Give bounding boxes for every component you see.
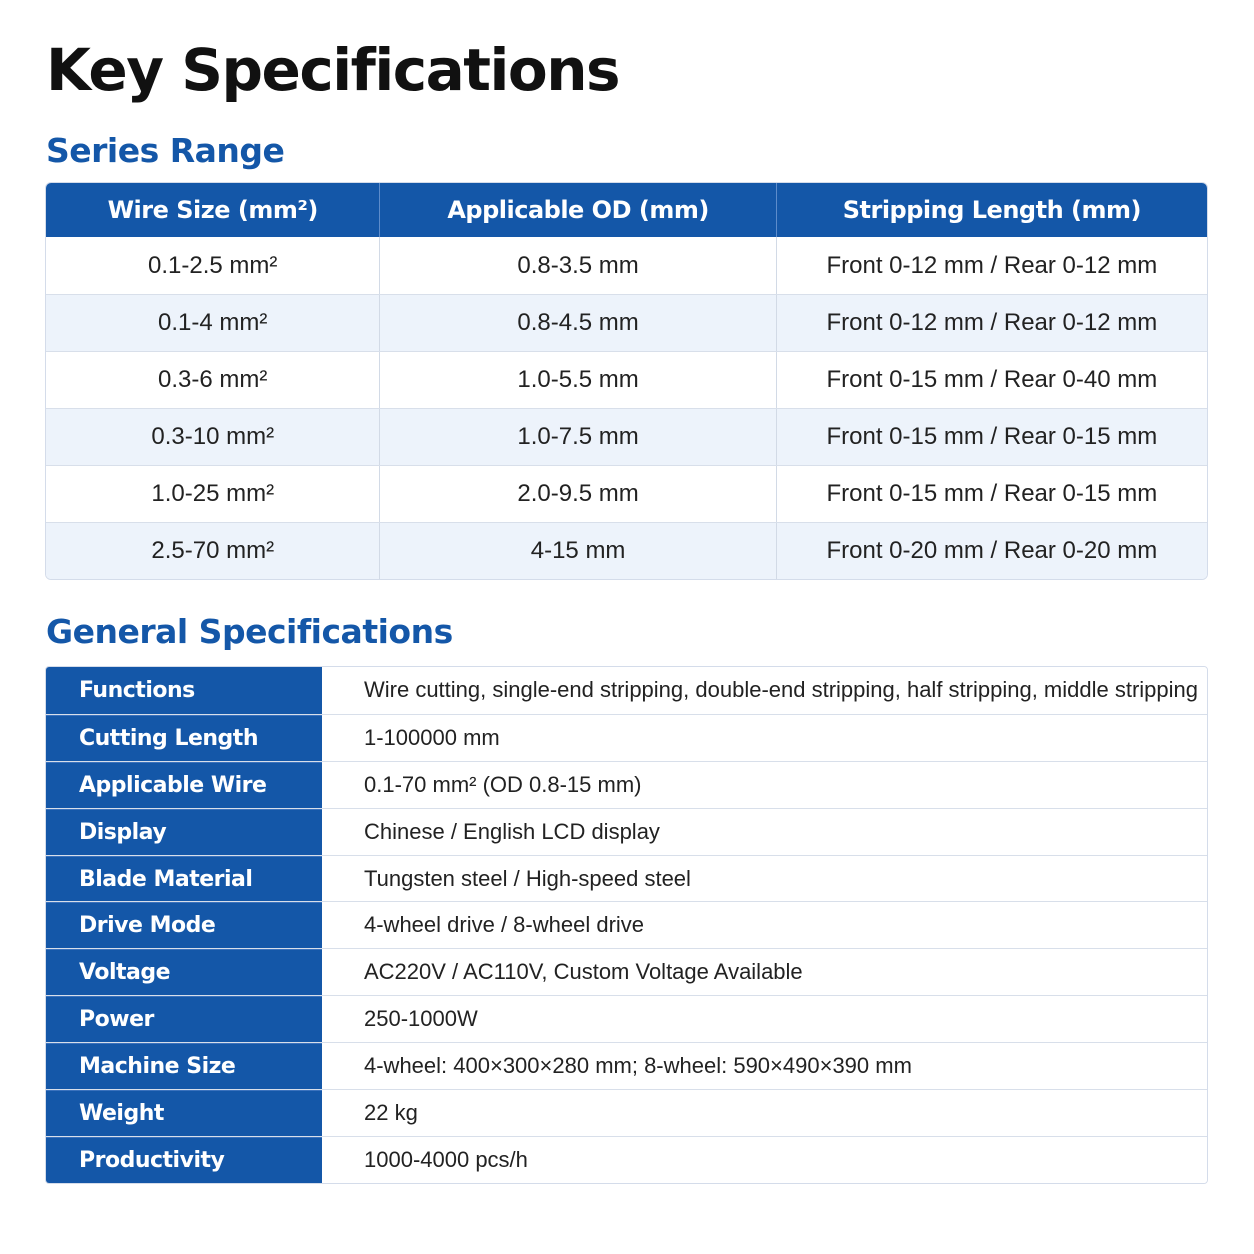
stripping-length-cell: Front 0-12 mm / Rear 0-12 mm xyxy=(826,309,1158,336)
spec-label: Display xyxy=(46,809,322,855)
stripping-length-cell: Front 0-15 mm / Rear 0-15 mm xyxy=(826,480,1158,507)
stripping-length-cell: Front 0-15 mm / Rear 0-15 mm xyxy=(826,423,1158,450)
column-header-applicable-od: Applicable OD (mm) xyxy=(380,183,776,237)
series-range-heading: Series Range xyxy=(46,131,285,170)
applicable-od-cell: 1.0-7.5 mm xyxy=(380,409,776,465)
spec-label: Blade Material xyxy=(46,856,322,902)
spec-value: 1-100000 mm xyxy=(322,715,1207,761)
stripping-length-cell: Front 0-15 mm / Rear 0-40 mm xyxy=(826,366,1158,393)
column-header-stripping-length: Stripping Length (mm) xyxy=(842,196,1141,224)
spec-row-weight xyxy=(46,1089,1207,1136)
page-title: Key Specifications xyxy=(46,36,620,104)
table-row xyxy=(46,465,1207,522)
applicable-od-cell: 2.0-9.5 mm xyxy=(380,466,776,522)
spec-value: Tungsten steel / High-speed steel xyxy=(322,856,1207,902)
spec-label: Applicable Wire xyxy=(46,762,322,808)
spec-row-cutting-length xyxy=(46,714,1207,761)
applicable-od-cell: 0.8-4.5 mm xyxy=(380,295,776,351)
table-row xyxy=(46,522,1207,579)
spec-row-applicable-wire xyxy=(46,761,1207,808)
general-specifications-heading: General Specifications xyxy=(46,612,453,651)
spec-row-blade-material xyxy=(46,855,1207,902)
wire-size-cell: 2.5-70 mm² xyxy=(46,523,380,579)
spec-value: 250-1000W xyxy=(322,996,1207,1042)
spec-label: Power xyxy=(46,996,322,1042)
spec-row-display xyxy=(46,808,1207,855)
spec-label: Voltage xyxy=(46,949,322,995)
wire-size-cell: 0.1-2.5 mm² xyxy=(46,237,380,294)
stripping-length-cell: Front 0-12 mm / Rear 0-12 mm xyxy=(826,251,1158,279)
spec-row-productivity xyxy=(46,1136,1207,1183)
spec-label: Machine Size xyxy=(46,1043,322,1089)
spec-value: Wire cutting, single-end stripping, double-end stripping, half stripping, middle stripping xyxy=(322,667,1207,714)
spec-value: 4-wheel: 400×300×280 mm; 8-wheel: 590×490×390 mm xyxy=(322,1043,1207,1089)
spec-row-drive-mode xyxy=(46,901,1207,948)
spec-value: 22 kg xyxy=(322,1090,1207,1136)
wire-size-cell: 1.0-25 mm² xyxy=(46,466,380,522)
spec-value: 0.1-70 mm² (OD 0.8-15 mm) xyxy=(322,762,1207,808)
spec-label: Weight xyxy=(46,1090,322,1136)
wire-size-cell: 0.3-6 mm² xyxy=(46,352,380,408)
table-row xyxy=(46,351,1207,408)
table-row xyxy=(46,294,1207,351)
spec-label: Functions xyxy=(46,667,322,714)
wire-size-cell: 0.3-10 mm² xyxy=(46,409,380,465)
general-specifications-table xyxy=(45,666,1208,1184)
spec-row-power xyxy=(46,995,1207,1042)
applicable-od-cell: 1.0-5.5 mm xyxy=(380,352,776,408)
series-table-body xyxy=(46,237,1207,579)
table-row xyxy=(46,237,1207,294)
applicable-od-cell: 0.8-3.5 mm xyxy=(380,237,776,294)
series-table-header xyxy=(46,183,1207,237)
series-range-table xyxy=(45,182,1208,580)
spec-value: Chinese / English LCD display xyxy=(322,809,1207,855)
spec-value: 4-wheel drive / 8-wheel drive xyxy=(322,902,1207,948)
spec-label: Productivity xyxy=(46,1137,322,1183)
spec-row-voltage xyxy=(46,948,1207,995)
stripping-length-cell: Front 0-20 mm / Rear 0-20 mm xyxy=(826,537,1158,564)
column-header-wire-size: Wire Size (mm²) xyxy=(46,183,380,237)
spec-row-machine-size xyxy=(46,1042,1207,1089)
spec-label: Cutting Length xyxy=(46,715,322,761)
spec-row-functions xyxy=(46,667,1207,714)
table-row xyxy=(46,408,1207,465)
spec-value: AC220V / AC110V, Custom Voltage Available xyxy=(322,949,1207,995)
spec-label: Drive Mode xyxy=(46,902,322,948)
wire-size-cell: 0.1-4 mm² xyxy=(46,295,380,351)
spec-value: 1000-4000 pcs/h xyxy=(322,1137,1207,1183)
applicable-od-cell: 4-15 mm xyxy=(380,523,776,579)
